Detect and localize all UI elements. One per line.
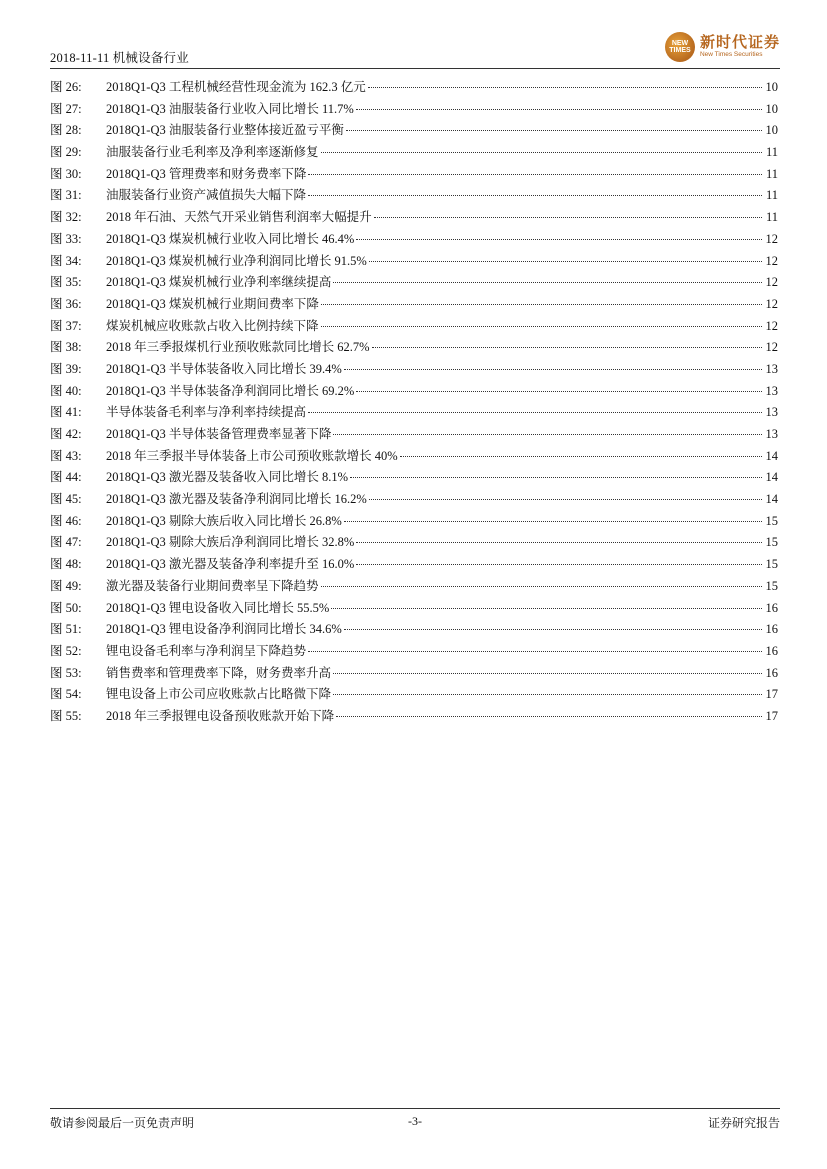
toc-dot-leader (333, 673, 762, 674)
toc-figure-number: 图 44: (50, 470, 82, 485)
toc-figure-number: 图 27: (50, 101, 82, 116)
toc-figure-number: 图 54: (50, 687, 82, 702)
toc-figure-number: 图 49: (50, 578, 82, 593)
toc-entry[interactable] (50, 511, 778, 533)
toc-entry[interactable] (50, 489, 778, 511)
toc-figure-title: 2018Q1-Q3 管理费率和财务费率下降 (106, 166, 307, 181)
toc-entry[interactable] (50, 251, 778, 273)
toc-dot-leader (333, 282, 762, 283)
toc-figure-number: 图 33: (50, 231, 82, 246)
toc-figure-title: 2018 年三季报煤机行业预收账款同比增长 62.7% (106, 340, 370, 355)
toc-figure-number: 图 32: (50, 210, 82, 225)
logo-name-cn: 新时代证券 (699, 35, 780, 51)
toc-entry[interactable] (50, 554, 778, 576)
toc-entry[interactable] (50, 619, 778, 641)
toc-entry[interactable] (50, 424, 778, 446)
toc-figure-title: 半导体装备毛利率与净利率持续提高 (106, 405, 307, 420)
toc-entry[interactable] (50, 598, 778, 620)
toc-figure-title: 2018 年三季报半导体装备上市公司预收账款增长 40% (106, 448, 398, 463)
toc-page-number: 11 (765, 166, 778, 181)
toc-entry[interactable] (50, 337, 778, 359)
toc-entry[interactable] (50, 99, 778, 121)
toc-figure-number: 图 41: (50, 405, 82, 420)
toc-figure-title: 2018Q1-Q3 激光器及装备净利润同比增长 16.2% (106, 492, 367, 507)
toc-figure-title: 销售费率和管理费率下降，财务费率升高 (106, 665, 332, 680)
toc-page-number: 12 (765, 275, 778, 290)
toc-figure-title: 油服装备行业资产减值损失大幅下降 (106, 188, 307, 203)
toc-figure-title: 2018Q1-Q3 油服装备行业收入同比增长 11.7% (106, 101, 354, 116)
company-logo (665, 32, 780, 62)
toc-dot-leader (321, 152, 762, 153)
toc-page-number: 11 (765, 145, 778, 160)
toc-entry[interactable] (50, 532, 778, 554)
toc-dot-leader (308, 651, 762, 652)
toc-figure-number: 图 37: (50, 318, 82, 333)
toc-entry[interactable] (50, 316, 778, 338)
toc-figure-title: 2018Q1-Q3 煤炭机械行业期间费率下降 (106, 296, 319, 311)
toc-page-number: 12 (765, 253, 778, 268)
toc-figure-title: 2018Q1-Q3 激光器及装备净利率提升至 16.0% (106, 557, 355, 572)
toc-dot-leader (400, 456, 762, 457)
toc-figure-title: 2018Q1-Q3 剔除大族后净利润同比增长 32.8% (106, 535, 355, 550)
toc-page-number: 10 (765, 80, 778, 94)
toc-entry[interactable] (50, 359, 778, 381)
toc-dot-leader (321, 586, 762, 587)
toc-figure-title: 2018Q1-Q3 锂电设备收入同比增长 55.5% (106, 600, 330, 615)
toc-page-number: 17 (765, 708, 778, 723)
toc-figure-title: 2018Q1-Q3 煤炭机械行业净利率继续提高 (106, 275, 332, 290)
toc-figure-number: 图 29: (50, 145, 82, 160)
toc-page-number: 12 (765, 296, 778, 311)
toc-figure-number: 图 50: (50, 600, 82, 615)
toc-dot-leader (336, 716, 762, 717)
toc-page-number: 15 (765, 578, 778, 593)
toc-figure-number: 图 45: (50, 492, 82, 507)
toc-entry[interactable] (50, 77, 778, 99)
toc-dot-leader (308, 195, 762, 196)
toc-entry[interactable] (50, 663, 778, 685)
toc-figure-title: 锂电设备上市公司应收账款占比略微下降 (106, 687, 332, 702)
toc-figure-number: 图 52: (50, 643, 82, 658)
toc-page-number: 15 (765, 557, 778, 572)
toc-figure-title: 2018Q1-Q3 激光器及装备收入同比增长 8.1% (106, 470, 349, 485)
toc-dot-leader (333, 694, 762, 695)
toc-dot-leader (368, 87, 762, 88)
toc-figure-number: 图 51: (50, 622, 82, 637)
toc-page-number: 11 (765, 188, 778, 203)
toc-dot-leader (344, 629, 762, 630)
toc-figure-number: 图 31: (50, 188, 82, 203)
toc-figure-title: 2018Q1-Q3 工程机械经营性现金流为 162.3 亿元 (106, 80, 366, 94)
toc-dot-leader (356, 564, 762, 565)
toc-entry[interactable] (50, 641, 778, 663)
toc-dot-leader (308, 412, 762, 413)
toc-figure-number: 图 28: (50, 123, 82, 138)
toc-dot-leader (308, 174, 762, 175)
toc-dot-leader (344, 521, 762, 522)
page-number: -3- (408, 1114, 422, 1128)
toc-figure-title: 2018Q1-Q3 油服装备行业整体接近盈亏平衡 (106, 123, 344, 138)
toc-dot-leader (356, 239, 762, 240)
toc-figure-number: 图 55: (50, 708, 82, 723)
toc-page-number: 13 (765, 427, 778, 441)
toc-figure-title: 油服装备行业毛利率及净利率逐渐修复 (106, 145, 319, 160)
toc-figure-title: 2018Q1-Q3 剔除大族后收入同比增长 26.8% (106, 513, 342, 528)
toc-page-number: 14 (765, 492, 778, 507)
toc-page-number: 14 (765, 448, 778, 463)
toc-figure-number: 图 40: (50, 383, 82, 398)
toc-entry[interactable] (50, 120, 778, 142)
toc-entry[interactable] (50, 294, 778, 316)
toc-dot-leader (372, 347, 762, 348)
toc-figure-title: 2018 年三季报锂电设备预收账款开始下降 (106, 708, 335, 723)
toc-dot-leader (350, 477, 762, 478)
toc-figure-number: 图 46: (50, 513, 82, 528)
toc-figure-number: 图 30: (50, 166, 82, 181)
footer-divider (50, 1108, 780, 1109)
toc-figure-title: 2018Q1-Q3 半导体装备净利润同比增长 69.2% (106, 383, 355, 398)
toc-dot-leader (369, 499, 762, 500)
toc-page-number: 13 (765, 383, 778, 398)
toc-page-number: 16 (765, 643, 778, 658)
toc-dot-leader (369, 261, 762, 262)
toc-entry[interactable] (50, 207, 778, 229)
toc-page-number: 14 (765, 470, 778, 485)
disclaimer-note: 敬请参阅最后一页免责声明 (50, 1116, 195, 1130)
toc-figure-title: 锂电设备毛利率与净利润呈下降趋势 (106, 643, 307, 658)
header-divider (50, 68, 780, 69)
toc-entry[interactable] (50, 272, 778, 294)
toc-page-number: 16 (765, 622, 778, 637)
toc-figure-number: 图 39: (50, 361, 82, 376)
toc-dot-leader (321, 304, 762, 305)
toc-figure-title: 2018Q1-Q3 半导体装备管理费率显著下降 (106, 427, 332, 441)
toc-dot-leader (333, 434, 762, 435)
toc-figure-number: 图 43: (50, 448, 82, 463)
logo-mark-icon: NEW TIMES (665, 32, 695, 62)
toc-dot-leader (331, 608, 762, 609)
toc-dot-leader (344, 369, 762, 370)
toc-page-number: 15 (765, 535, 778, 550)
toc-entry[interactable] (50, 402, 778, 424)
toc-entry[interactable] (50, 467, 778, 489)
toc-entry[interactable] (50, 684, 778, 706)
toc-figure-number: 图 38: (50, 340, 82, 355)
toc-page-number: 13 (765, 361, 778, 376)
toc-figure-title: 2018Q1-Q3 锂电设备净利润同比增长 34.6% (106, 622, 342, 637)
toc-page-number: 12 (765, 340, 778, 355)
toc-figure-number: 图 47: (50, 535, 82, 550)
toc-figure-title: 2018Q1-Q3 煤炭机械行业净利润同比增长 91.5% (106, 253, 367, 268)
toc-entry[interactable] (50, 576, 778, 598)
toc-figure-number: 图 42: (50, 427, 82, 441)
toc-entry[interactable] (50, 229, 778, 251)
toc-entry[interactable] (50, 381, 778, 403)
toc-figure-number: 图 53: (50, 665, 82, 680)
toc-figure-number: 图 35: (50, 275, 82, 290)
toc-page-number: 17 (765, 687, 778, 702)
toc-figure-title: 激光器及装备行业期间费率呈下降趋势 (106, 578, 319, 593)
toc-dot-leader (321, 326, 762, 327)
figure-list (50, 77, 778, 728)
toc-dot-leader (356, 542, 762, 543)
logo-name-en: New Times Securities (699, 51, 763, 58)
toc-dot-leader (356, 391, 762, 392)
toc-figure-number: 图 26: (50, 80, 82, 94)
toc-entry[interactable] (50, 446, 778, 468)
toc-page-number: 12 (765, 318, 778, 333)
toc-figure-title: 2018 年石油、天然气开采业销售利润率大幅提升 (106, 210, 372, 225)
toc-page-number: 16 (765, 665, 778, 680)
toc-entry[interactable] (50, 706, 778, 728)
toc-page-number: 10 (765, 123, 778, 138)
toc-entry[interactable] (50, 185, 778, 207)
toc-figure-number: 图 34: (50, 253, 82, 268)
toc-figure-title: 2018Q1-Q3 半导体装备收入同比增长 39.4% (106, 361, 342, 376)
toc-figure-number: 图 48: (50, 557, 82, 572)
toc-page-number: 16 (765, 600, 778, 615)
toc-page-number: 13 (765, 405, 778, 420)
toc-figure-title: 2018Q1-Q3 煤炭机械行业收入同比增长 46.4% (106, 231, 355, 246)
logo-text (700, 35, 780, 59)
toc-page-number: 10 (765, 101, 778, 116)
toc-figure-number: 图 36: (50, 296, 82, 311)
toc-page-number: 11 (765, 210, 778, 225)
toc-dot-leader (356, 109, 762, 110)
header-date-industry: 2018-11-11 机械设备行业 (50, 51, 189, 65)
toc-dot-leader (374, 217, 762, 218)
report-type: 证券研究报告 (707, 1116, 780, 1130)
toc-entry[interactable] (50, 164, 778, 186)
page-header (50, 35, 780, 68)
toc-page-number: 15 (765, 513, 778, 528)
toc-dot-leader (346, 130, 762, 131)
toc-figure-title: 煤炭机械应收账款占收入比例持续下降 (106, 318, 319, 333)
toc-page-number: 12 (765, 231, 778, 246)
toc-entry[interactable] (50, 142, 778, 164)
